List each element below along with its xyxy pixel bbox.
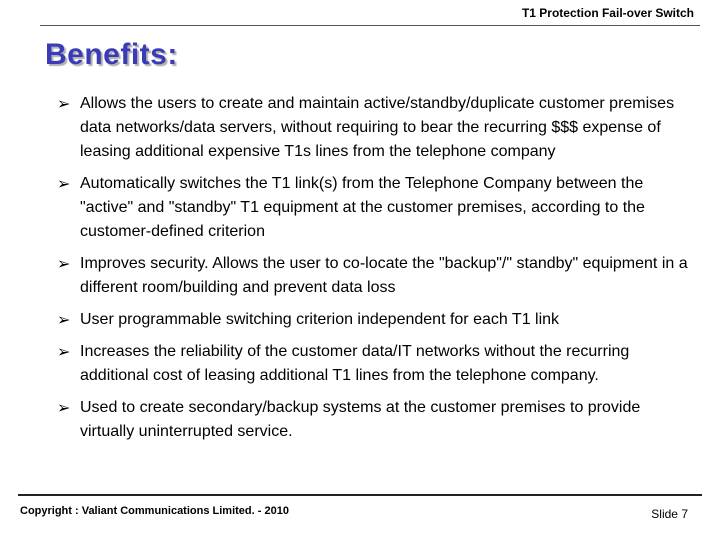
bullet-text: User programmable switching criterion independent for each T1 link	[80, 311, 560, 328]
bullet-text: Used to create secondary/backup systems at the customer premises to provide virtually uninterrupted service.	[80, 399, 641, 440]
arrow-bullet-icon: ➢	[57, 176, 71, 193]
bullet-item	[57, 252, 697, 300]
bullet-item	[57, 308, 697, 332]
benefits-list	[57, 92, 697, 444]
arrow-bullet-icon: ➢	[57, 256, 71, 273]
arrow-bullet-icon: ➢	[57, 400, 71, 417]
bullet-item	[57, 340, 697, 388]
copyright-text: Copyright : Valiant Communications Limited. - 2010	[20, 505, 289, 517]
bullet-text: Allows the users to create and maintain active/standby/duplicate customer premises data networks/data servers, without requiring to bear the recurring $$$ expense of leasing additional expensive T1s lines from the telephone company	[80, 95, 675, 160]
arrow-bullet-icon: ➢	[57, 344, 71, 361]
slide-title: Benefits:	[45, 38, 178, 71]
bullet-item	[57, 396, 697, 444]
slide-number: Slide 7	[651, 507, 688, 521]
footer-divider	[18, 494, 702, 496]
bullet-text: Increases the reliability of the customer data/IT networks without the recurring additional cost of leasing additional T1 lines from the telephone company.	[80, 343, 630, 384]
bullet-item	[57, 92, 697, 164]
header-title: T1 Protection Fail-over Switch	[521, 6, 694, 20]
bullet-item	[57, 172, 697, 244]
header-divider	[40, 25, 700, 26]
bullet-text: Automatically switches the T1 link(s) from the Telephone Company between the "active" and "standby" T1 equipment at the customer premises, according to the customer-defined criterion	[80, 175, 645, 240]
arrow-bullet-icon: ➢	[57, 96, 71, 113]
bullet-text: Improves security. Allows the user to co-locate the "backup"/" standby" equipment in a different room/building and prevent data loss	[80, 255, 688, 296]
arrow-bullet-icon: ➢	[57, 312, 71, 329]
